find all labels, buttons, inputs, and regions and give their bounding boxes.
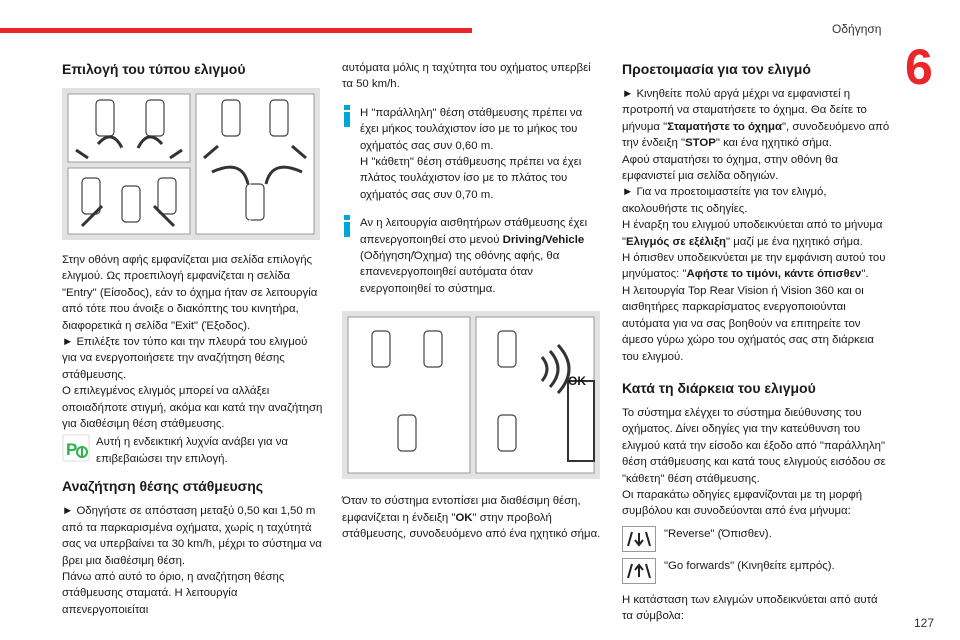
icon-note [62,434,324,467]
message-stop-vehicle: Σταματήστε το όχημα [667,120,782,133]
maneuver-start-text-b: " μαζί με ένα ηχητικό σήμα. [726,235,863,248]
maneuver-selection-figure [62,88,320,240]
ok-indicator: OK [568,374,586,389]
paragraph-steering-control: Το σύστημα ελέγχει το σύστημα διεύθυνσης του οχήματος. Δίνει οδηγίες για την κατεύθυνση του ελιγμού κατά την είσοδο και έξοδο από "παράλληλη" θέση στάθμευσης και κατά τους ελιγμούς εισόδου σε "κάθετη" θέση στάθμευσης. [622,406,886,485]
paragraph-entry-exit: Στην οθόνη αφής εμφανίζεται μια σελίδα επιλογής ελιγμού. Ως προεπιλογή εμφανίζεται η σελίδα "Entry" (Είσοδος), εάν το όχημα ήταν σε λειτουργία από τότε που άνοιξε ο διακόπτης του κινητήρα, διαφορετικά η σελίδα "Exit" (Έξοδος). [62,254,318,332]
paragraph-maneuver-start [622,217,890,250]
reverse-message-text-a: Η όπισθεν υποδεικνύεται με την εμφάνιση αυτού του μηνύματος: " [622,252,886,281]
menu-driving-vehicle: Driving/Vehicle [502,233,585,246]
reverse-symbol-icon [622,526,656,552]
paragraph-space-found [342,493,604,542]
note-sensors-text-b: (Οδήγηση/Όχημα) της οθόνης αφής, θα επανενεργοποιηθεί αυτόματα όταν ενεργοποιηθεί το σύστημα. [360,250,560,295]
paragraph-speed-limit: Πάνω από αυτό το όριο, η αναζήτηση θέσης στάθμευσης σταματά. Η λειτουργία απενεργοποιείται [62,570,285,616]
move-slowly-text-b: ", συνοδευόμενο από την ένδειξη " [622,120,890,150]
bullet-select-maneuver: ► Επιλέξτε τον τύπο και την πλευρά του ελιγμού για να ενεργοποιήσετε την αναζήτηση θέσης στάθμευσης. [62,336,308,381]
paragraph-vision-sensors: Η λειτουργία Top Rear Vision ή Vision 360 και οι αισθητήρες παρκαρίσματος ενεργοποιούνται αυτόματα για να σας βοηθούν να επιτηρείτε τον άμεσο γύρω χώρο του οχήματός σας στη διάρκεια του ελιγμού. [622,284,874,363]
paragraph-speed-50: αυτόματα μόλις η ταχύτητα του οχήματος υπερβεί τα 50 km/h. [342,62,591,91]
heading-space-search: Αναζήτηση θέσης στάθμευσης [62,478,264,495]
message-maneuver-in-progress: Ελιγμός σε εξέλιξη [626,235,727,248]
info-icon [342,105,352,203]
page-number: 127 [914,616,935,630]
indicator-note-text: Αυτή η ενδεικτική λυχνία ανάβει για να επιβεβαιώσει την επιλογή. [96,436,289,465]
info-icon [342,215,352,297]
message-release-wheel: Αφήστε το τιμόνι, κάντε όπισθεν [686,268,862,281]
middle-column [342,60,604,543]
space-found-text-b: " στην προβολή στάθμευσης, συνοδευόμενο από ένα ηχητικό σήμα. [342,511,601,541]
svg-text:P: P [66,440,78,460]
paragraph-symbols-intro: Οι παρακάτω οδηγίες εμφανίζονται με τη μορφή συμβόλου και συνοδεύονται από ένα μήνυμα: [622,488,863,518]
message-stop: STOP [685,137,716,150]
maneuver-start-text-a: Η έναρξη του ελιγμού υποδεικνύεται από το μήνυμα " [622,219,883,248]
info-note-sensors [342,215,604,297]
note-sensors-reactivate [360,215,604,297]
move-slowly-text-a: ► Κινηθείτε πολύ αργά μέχρι να εμφανιστεί η προτροπή να σταματήσετε το όχημα. Θα δείτε το μήνυμα " [622,88,867,133]
space-found-ok: OK [455,511,473,524]
space-found-diagram-icon [342,311,600,479]
maneuver-diagram-icon [62,88,320,240]
park-assist-indicator-icon [62,434,90,462]
heading-during-maneuver: Κατά τη διάρκεια του ελιγμού [622,379,816,396]
chapter-number: 6 [905,39,933,95]
note-sensors-text-a: Αν η λειτουργία αισθητήρων στάθμευσης έχει απενεργοποιηθεί στο μενού [360,217,588,246]
paragraph-status-symbols: Η κατάσταση των ελιγμών υποδεικνύεται από αυτά τα σύμβολα: [622,593,878,623]
heading-maneuver-type: Επιλογή του τύπου ελιγμού [62,61,246,77]
forward-symbol-icon [622,558,656,584]
parking-space-found-figure [342,311,600,479]
paragraph-instructions-page: Αφού σταματήσει το όχημα, στην οθόνη θα εμφανιστεί μια σελίδα οδηγιών. [622,153,838,183]
note-perpendicular-width: Η "κάθετη" θέση στάθμευσης πρέπει να έχει πλάτος τουλάχιστον ίσο με το πλάτος του οχήματός σας συν 0,70 m. [360,156,582,201]
forward-label: "Go forwards" (Κινηθείτε εμπρός). [664,559,835,572]
bullet-move-slowly [622,86,890,152]
reverse-label: "Reverse" (Όπισθεν). [664,527,772,540]
paragraph-reverse-message [622,250,890,283]
header-accent-bar [0,28,472,33]
move-slowly-text-c: " και ένα ηχητικό σήμα. [715,137,832,150]
reverse-message-text-b: ". [861,268,869,281]
right-column [622,60,890,625]
paragraph-change-maneuver: Ο επιλεγμένος ελιγμός μπορεί να αλλάξει οποιαδήποτε στιγμή, ακόμα και κατά την αναζήτηση για διαθέσιμη θέση στάθμευσης. [62,385,323,431]
forward-symbol-row [622,558,890,584]
space-found-text-a: Όταν το σύστημα εντοπίσει μια διαθέσιμη θέση, εμφανίζεται η ένδειξη " [342,495,581,524]
reverse-symbol-row [622,526,890,552]
bullet-follow-instructions: ► Για να προετοιμαστείτε για τον ελιγμό, ακολουθήστε τις οδηγίες. [622,186,827,215]
heading-preparation: Προετοιμασία για τον ελιγμό [622,61,811,77]
left-column [62,60,324,618]
bullet-drive-distance: ► Οδηγήστε σε απόσταση μεταξύ 0,50 και 1,50 m από τα παρκαρισμένα οχήματα, χωρίς η ταχύτητά σας να υπερβαίνει τα 30 km/h, μέχρι το σύστημα να βρει μια διαθέσιμη θέση. [62,505,322,567]
section-title: Οδήγηση [832,22,882,36]
info-note-dimensions [342,105,604,203]
note-parallel-length: Η "παράλληλη" θέση στάθμευσης πρέπει να έχει μήκος τουλάχιστον ίσο με το μήκος του οχήματός σας συν 0,60 m. [360,106,583,152]
